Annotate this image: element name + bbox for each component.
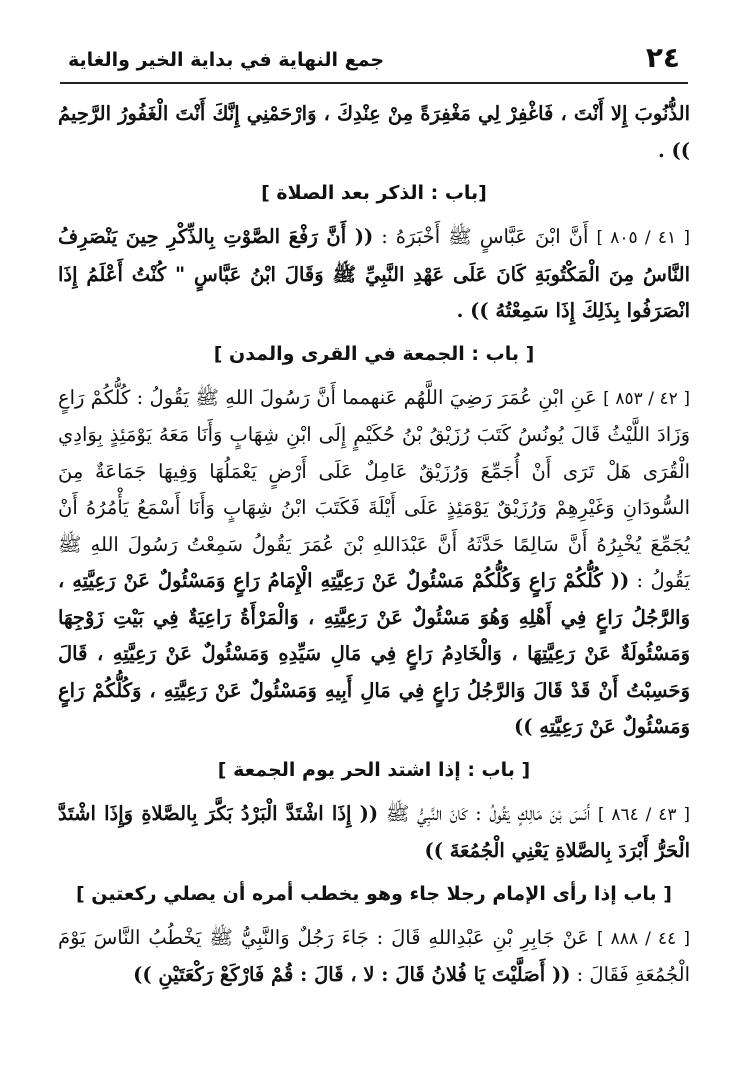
hadith-entry-43 xyxy=(58,796,690,870)
hadith-ref-43: [ ٤٣ / ٨٦٤ ] xyxy=(597,804,690,825)
hadith-text-41: (( أَنَّ رَفْعَ الصَّوْتِ بِالذِّكْرِ حِينَ يَنْصَرِفُ النَّاسُ مِنَ الْمَكْتُوبَةِ كَانَ عَلَى عَهْدِ النَّبِيِّ ﷺ وَقَالَ ابْنُ عَبَّاسٍ " كُنْتُ أَعْلَمُ إِذَا انْصَرَفُوا بِذَلِكَ إِذَا سَمِعْتُهُ )) . xyxy=(58,225,690,322)
hadith-intro-44: عَنْ جَابِرِ بْنِ عَبْدِاللهِ قَالَ : جَاءَ رَجُلٌ وَالنَّبِيُّ ﷺ يَخْطُبُ النَّاسَ يَوْمَ الْجُمُعَةِ فَقَالَ : xyxy=(58,925,690,986)
hadith-text-43: (( إِذَا اشْتَدَّ الْبَرْدُ بَكَّرَ بِالصَّلاةِ وَإِذَا اشْتَدَّ الْحَرُّ أَبْرَدَ بِالصَّلاةِ يَعْنِي الْجُمُعَةَ )) xyxy=(58,801,690,862)
chapter-heading-jumua-villages: [ باب : الجمعة في القرى والمدن ] xyxy=(213,342,535,365)
hadith-ref-41: [ ٤١ / ٨٠٥ ] xyxy=(596,228,690,248)
chapter-heading-heat-jumua: [ باب : إذا اشتد الحر يوم الجمعة ] xyxy=(217,758,531,781)
hadith-text-42: (( كُلُّكُمْ رَاعٍ وَكُلُّكُمْ مَسْئُولٌ عَنْ رَعِيَّتِهِ الْإِمَامُ رَاعٍ وَمَسْئُولٌ عَنْ رَعِيَّتِهِ ، وَالرَّجُلُ رَاعٍ فِي أَهْلِهِ وَهُوَ مَسْئُولٌ عَنْ رَعِيَّتِهِ ، وَالْمَرْأَةُ رَاعِيَةٌ فِي بَيْتِ زَوْجِهَا وَمَسْئُولَةٌ عَنْ رَعِيَّتِهَا ، وَالْخَادِمُ رَاعٍ فِي مَالِ سَيِّدِهِ وَمَسْئُولٌ عَنْ رَعِيَّتِهِ ، قَالَ وَحَسِبْتُ أَنْ قَدْ قَالَ وَالرَّجُلُ رَاعٍ فِي مَالِ أَبِيهِ وَمَسْئُولٌ عَنْ رَعِيَّتِهِ ، وَكُلُّكُمْ رَاعٍ وَمَسْئُولٌ عَنْ رَعِيَّتِهِ )) xyxy=(58,569,690,738)
header-rule xyxy=(60,82,688,84)
chapter-heading-dhikr: [باب : الذكر بعد الصلاة ] xyxy=(261,182,487,204)
hadith-entry-41 xyxy=(58,219,690,330)
hadith-intro-41: أَنَّ ابْنَ عَبَّاسٍ ﷺ أَخْبَرَهُ : xyxy=(381,225,589,248)
hadith-ref-42: [ ٤٢ / ٨٥٣ ] xyxy=(603,388,690,409)
chapter-heading-two-rakaat: [ باب إذا رأى الإمام رجلا جاء وهو يخطب أمره أن يصلي ركعتين ] xyxy=(76,882,672,905)
hadith-entry-44 xyxy=(58,920,690,994)
page-content xyxy=(58,96,690,998)
hadith-text-44: (( أَصَلَّيْتَ يَا فُلانُ قَالَ : لا ، قَالَ : قُمْ فَارْكَعْ رَكْعَتَيْنِ )) xyxy=(133,963,571,986)
hadith-intro-43: أَنَسَ بْنَ مَالِكٍ يَقُولُ : كَانَ النَّبِيُّ ﷺ xyxy=(385,801,591,825)
hadith-entry-42 xyxy=(58,380,690,746)
running-title: جمع النهاية في بداية الخير والغاية xyxy=(68,49,385,71)
hadith-intro-42: عَنِ ابْنِ عُمَرَ رَضِيَ اللَّهُم عَنهمما أَنَّ رَسُولَ اللهِ ﷺ يَقُولُ : كُلُّكُمْ رَاعٍ وَزَادَ اللَّيْثُ قَالَ يُونُسُ كَتَبَ رُزَيْقُ بْنُ حُكَيْمٍ إِلَى ابْنِ شِهَابٍ وَأَنَا مَعَهُ يَوْمَئِذٍ بِوَادِي الْقُرَى هَلْ تَرَى أَنْ أُجَمِّعَ وَرُزَيْقٌ عَامِلٌ عَلَى أَرْضٍ يَعْمَلُهَا وَفِيهَا جَمَاعَةٌ مِنَ السُّودَانِ وَغَيْرِهِمْ وَرُزَيْقٌ يَوْمَئِذٍ عَلَى أَيْلَةَ فَكَتَبَ ابْنُ شِهَابٍ وَأَنَا أَسْمَعُ يَأْمُرُهُ أَنْ يُجَمِّعَ يُخْبِرُهُ أَنَّ سَالِمًا حَدَّثَهُ أَنَّ عَبْدَاللهِ بْنَ عُمَرَ يَقُولُ سَمِعْتُ رَسُولَ اللهِ ﷺ يَقُولُ : xyxy=(58,385,690,592)
hadith-ref-44: [ ٤٤ / ٨٨٨ ] xyxy=(596,928,690,949)
page-header xyxy=(60,38,688,84)
page-number: ٢٤ xyxy=(645,41,680,74)
opening-paragraph: الذُّنُوبَ إِلا أَنْتَ ، فَاغْفِرْ لِي مَغْفِرَةً مِنْ عِنْدِكَ ، وَارْحَمْنِي إِنَّكَ أَنْتَ الْغَفُورُ الرَّحِيمُ )) . xyxy=(58,102,690,162)
